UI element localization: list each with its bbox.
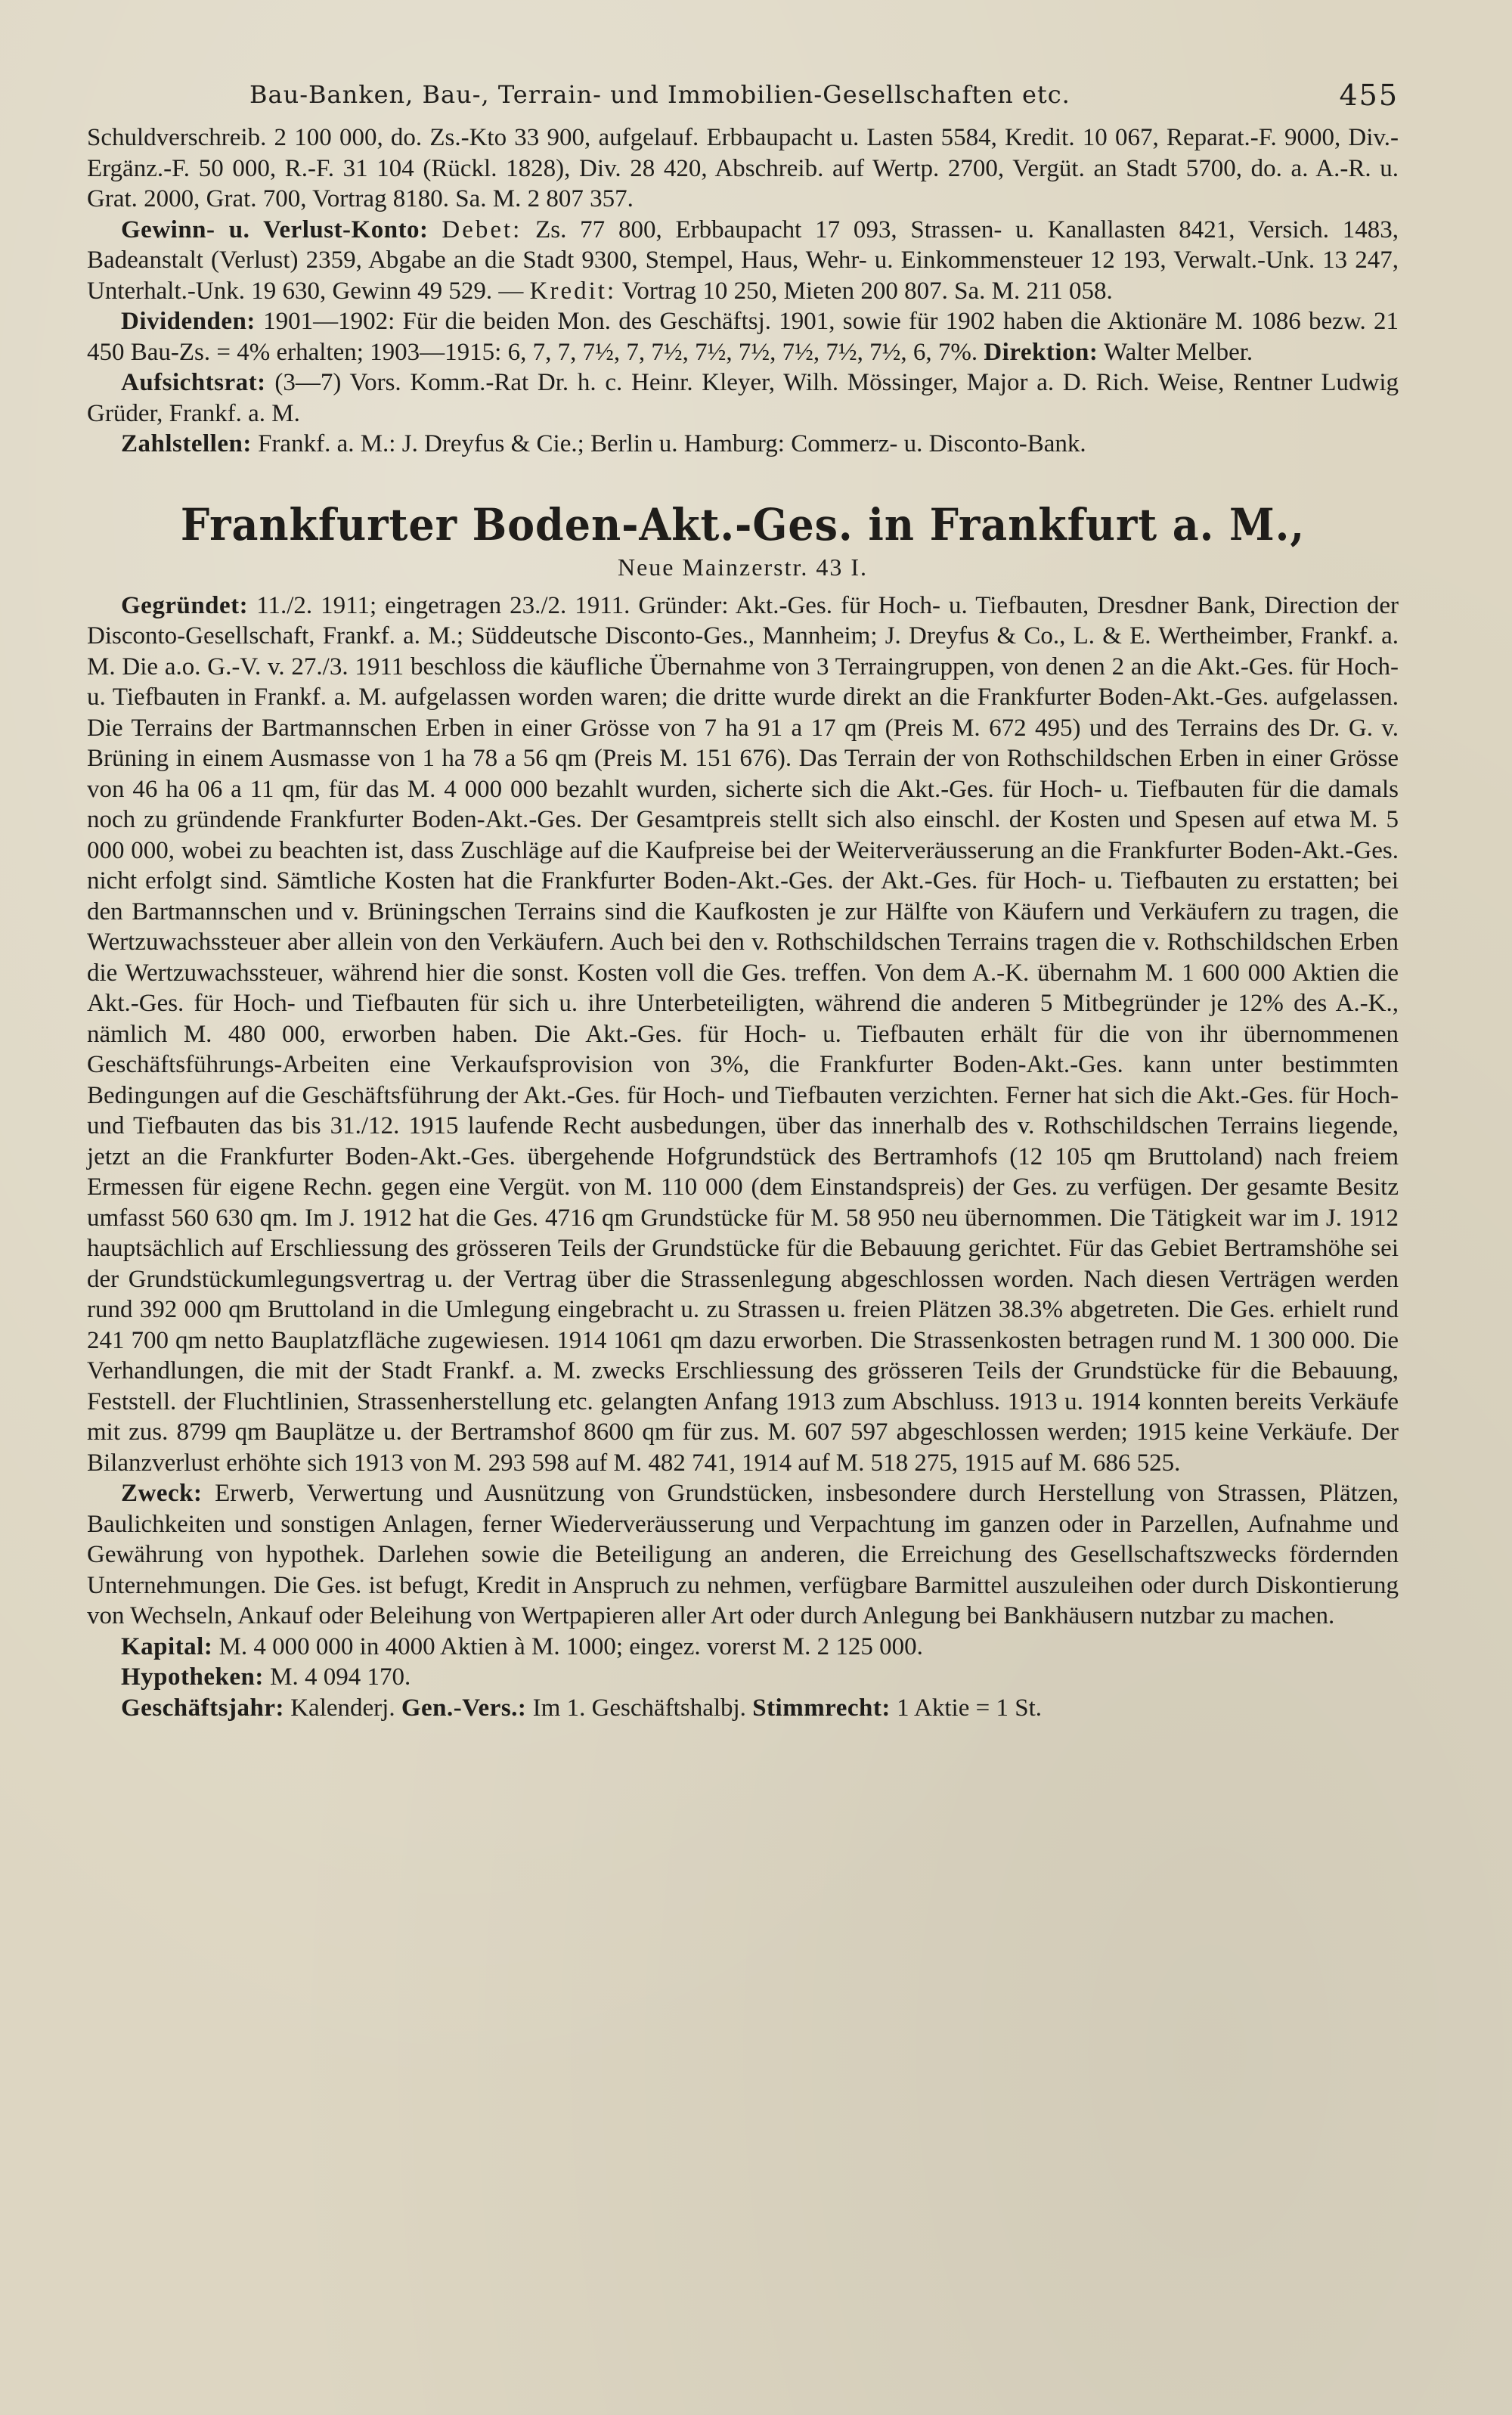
company-title: Frankfurter Boden-Akt.-Ges. in Frankfurt a. M., xyxy=(180,498,1306,550)
running-title: Bau-Banken, Bau-, Terrain- und Immobilien-Gesellschaften etc. xyxy=(249,80,1070,109)
aufsichtsrat-label: Aufsichtsrat: xyxy=(121,369,266,396)
hypotheken-paragraph xyxy=(87,1662,1399,1693)
aufsichtsrat-text: (3—7) Vors. Komm.-Rat Dr. h. c. Heinr. Kleyer, Wilh. Mössinger, Major a. D. Rich. Weise, Rentner Ludwig Grüder, Frankf. a. M. xyxy=(87,369,1399,427)
direktion-text: Walter Melber. xyxy=(1104,338,1253,366)
genvers-label: Gen.-Vers.: xyxy=(401,1694,527,1722)
kapital-label: Kapital: xyxy=(121,1632,213,1660)
hypotheken-label: Hypotheken: xyxy=(121,1663,264,1691)
kapital-paragraph xyxy=(87,1632,1399,1663)
kredit-label: Kredit: xyxy=(529,277,617,305)
company-address: Neue Mainzerstr. 43 I. xyxy=(617,553,868,581)
gewinn-verlust-text: Zs. 77 800, Erbbaupacht 17 093, Strassen- u. Kanallasten 8421, Versich. 1483, Badeanstalt (Verlust) 2359, Abgabe an die Stadt 9300, Stempel, Haus, Wehr- u. Einkommensteuer 12 193, Verwalt.-Unk. 13 247, Unterhalt.-Unk. 19 630, Gewinn 49 529. — xyxy=(87,215,1399,305)
gegruendet-text: 11./2. 1911; eingetragen 23./2. 1911. Gründer: Akt.-Ges. für Hoch- u. Tiefbauten, Dresdner Bank, Direction der Disconto-Gesellschaft, Frankf. a. M.; Süddeutsche Disconto-Ges., Mannheim; J. Dreyfus & Co., L. & E. Wertheimber, Frankf. a. M. Die a.o. G.-V. v. 27./3. 1911 beschloss die käufliche Übernahme von 3 Terraingruppen, von denen 2 an die Akt.-Ges. für Hoch- u. Tiefbauten in Frankf. a. M. aufgelassen worden waren; die dritte wurde direkt an die Frankfurter Boden-Akt.-Ges. aufgelassen. Die Terrains der Bartmannschen Erben in einer Grösse von 7 ha 91 a 17 qm (Preis M. 672 495) und des Terrains des Dr. G. v. Brüning in einem Ausmasse von 1 ha 78 a 56 qm (Preis M. 151 676). Das Terrain der von Rothschildschen Erben in einer Grösse von 46 ha 06 a 11 qm, für das M. 4 000 000 bezahlt wurden, sicherte sich die Akt.-Ges. für Hoch- u. Tiefbauten für die damals noch zu gründende Frankfurter Boden-Akt.-Ges. Der Gesamtpreis stellt sich also einschl. der Kosten und Spesen auf etwa M. 5 000 000, wobei zu beachten ist, dass Zuschläge auf die Kaufpreise bei der Weiterveräusserung an die Frankfurter Boden-Akt.-Ges. nicht erfolgt sind. Sämtliche Kosten hat die Frankfurter Boden-Akt.-Ges. der Akt.-Ges. für Hoch- u. Tiefbauten zu erstatten; bei den Bartmannschen und v. Brüningschen Terrains sind die Kaufkosten je zur Hälfte von Käufern und Verkäufern zu tragen, die Wertzuwachssteuer aber allein von den Verkäufern. Auch bei den v. Rothschildschen Terrains tragen die v. Rothschildschen Erben die Wertzuwachssteuer, während hier die sonst. Kosten voll die Ges. treffen. Von dem A.-K. übernahm M. 1 600 000 Aktien die Akt.-Ges. für Hoch- und Tiefbauten für sich u. ihre Unterbeteiligten, während die anderen 5 Mitbegründer je 12% des A.-K., nämlich M. 480 000, erworben haben. Die Akt.-Ges. für Hoch- u. Tiefbauten erhält für die von ihr übernommenen Geschäftsführungs-Arbeiten eine Verkaufsprovision von 3%, die Frankfurter Boden-Akt.-Ges. kann unter bestimmten Bedingungen auf die Geschäftsführung der Akt.-Ges. für Hoch- und Tiefbauten verzichten. Ferner hat sich die Akt.-Ges. für Hoch- und Tiefbauten das bis 31./12. 1915 laufende Recht ausbedungen, über das innerhalb des v. Rothschildschen Terrains liegende, jetzt an die Frankfurter Boden-Akt.-Ges. übergehende Hofgrundstück des Bertramhofs (12 105 qm Bruttoland) nach freiem Ermessen für eigene Rechn. gegen eine Vergüt. von M. 110 000 (dem Einstandspreis) der Ges. zu verfügen. Der gesamte Besitz umfasst 560 630 qm. Im J. 1912 hat die Ges. 4716 qm Grundstücke für M. 58 950 neu übernommen. Die Tätigkeit war im J. 1912 hauptsächlich auf Erschliessung des grösseren Teils der Grundstücke für die Bebauung gerichtet. Für das Gebiet Bertramshöhe sei der Grundstückumlegungsvertrag u. der Vertrag über die Strassenlegung abgeschlossen worden. Nach diesen Verträgen werden rund 392 000 qm Bruttoland in die Umlegung eingebracht u. zu Strassen u. freien Plätzen 38.3% abgetreten. Die Ges. erhielt rund 241 700 qm netto Bauplatzfläche zugewiesen. 1914 1061 qm dazu erworben. Die Strassenkosten betragen rund M. 1 300 000. Die Verhandlungen, die mit der Stadt Frankf. a. M. zwecks Erschliessung des grösseren Teils der Grundstücke für die Bebauung, Feststell. der Fluchtlinien, Strassenherstellung etc. gelangten Anfang 1913 zum Abschluss. 1913 u. 1914 konnten bereits Verkäufe mit zus. 8799 qm Bauplätze u. der Bertramshof 8600 qm für zus. M. 607 597 abgeschlossen werden; 1915 keine Verkäufe. Der Bilanzverlust erhöhte sich 1913 von M. 293 598 auf M. 482 741, 1914 auf M. 518 275, 1915 auf M. 686 525. xyxy=(87,591,1399,1477)
gegruendet-label: Gegründet: xyxy=(121,591,249,619)
zweck-paragraph xyxy=(87,1478,1399,1632)
geschaeftsjahr-paragraph xyxy=(87,1693,1399,1724)
gegruendet-paragraph xyxy=(87,591,1399,1479)
company-entry xyxy=(87,591,1399,1724)
zahlstellen-text: Frankf. a. M.: J. Dreyfus & Cie.; Berlin u. Hamburg: Commerz- u. Disconto-Bank. xyxy=(258,430,1086,457)
aufsichtsrat-paragraph xyxy=(87,367,1399,429)
dividenden-paragraph xyxy=(87,306,1399,367)
balance-text: Schuldverschreib. 2 100 000, do. Zs.-Kto 33 900, aufgelauf. Erbbaupacht u. Lasten 5584, Kredit. 10 067, Reparat.-F. 9000, Div.-Ergänz.-F. 50 000, R.-F. 31 104 (Rückl. 1828), Div. 28 420, Abschreib. auf Wertp. 2700, Vergüt. an Stadt 5700, do. a. A.-R. u. Grat. 2000, Grat. 700, Vortrag 8180. Sa. M. 2 807 357. xyxy=(87,124,1399,212)
balance-continuation xyxy=(87,122,1399,215)
hypotheken-text: M. 4 094 170. xyxy=(270,1663,411,1691)
geschaeftsjahr-label: Geschäftsjahr: xyxy=(121,1694,284,1722)
stimmrecht-label: Stimmrecht: xyxy=(752,1694,891,1722)
previous-entry-continuation xyxy=(87,122,1399,460)
dividenden-text: 1901—1902: Für die beiden Mon. des Geschäftsj. 1901, sowie für 1902 haben die Aktionäre M. 1086 bezw. 21 450 Bau-Zs. = 4% erhalten; 1903—1915: 6, 7, 7, 7½, 7, 7½, 7½, 7½, 7½, 7½, 7½, 6, 7%. xyxy=(87,308,1399,366)
stimmrecht-text: 1 Aktie = 1 St. xyxy=(897,1694,1042,1722)
direktion-label: Direktion: xyxy=(984,338,1098,366)
zweck-label: Zweck: xyxy=(121,1480,203,1507)
gewinn-verlust-paragraph xyxy=(87,215,1399,307)
zahlstellen-label: Zahlstellen: xyxy=(121,430,252,457)
zahlstellen-paragraph xyxy=(87,429,1399,460)
debet-label: Debet: xyxy=(442,215,522,243)
kredit-text: Vortrag 10 250, Mieten 200 807. Sa. M. 211 058. xyxy=(621,277,1113,305)
running-header xyxy=(87,76,1399,122)
geschaeftsjahr-text: Kalenderj. xyxy=(290,1694,395,1722)
dividenden-label: Dividenden: xyxy=(121,308,256,335)
page-number: 455 xyxy=(1339,79,1399,112)
kapital-text: M. 4 000 000 in 4000 Aktien à M. 1000; eingez. vorerst M. 2 125 000. xyxy=(218,1632,923,1660)
genvers-text: Im 1. Geschäftshalbj. xyxy=(532,1694,746,1722)
gewinn-verlust-label: Gewinn- u. Verlust-Konto: xyxy=(121,215,429,243)
zweck-text: Erwerb, Verwertung und Ausnützung von Grundstücken, insbesondere durch Herstellung von Strassen, Plätzen, Baulichkeiten und sonstigen Anlagen, ferner Wiederveräusserung und Verpachtung im ganzen oder in Parzellen, Aufnahme und Gewährung von hypothek. Darlehen sowie die Beteiligung an anderen, die Erreichung des Gesellschaftszwecks fördernden Unternehmungen. Die Ges. ist befugt, Kredit in Anspruch zu nehmen, verfügbare Barmittel auszuleihen oder durch Diskontierung von Wechseln, Ankauf oder Beleihung von Wertpapieren aller Art oder durch Anlegung bei Bankhäusern nutzbar zu machen. xyxy=(87,1480,1399,1629)
